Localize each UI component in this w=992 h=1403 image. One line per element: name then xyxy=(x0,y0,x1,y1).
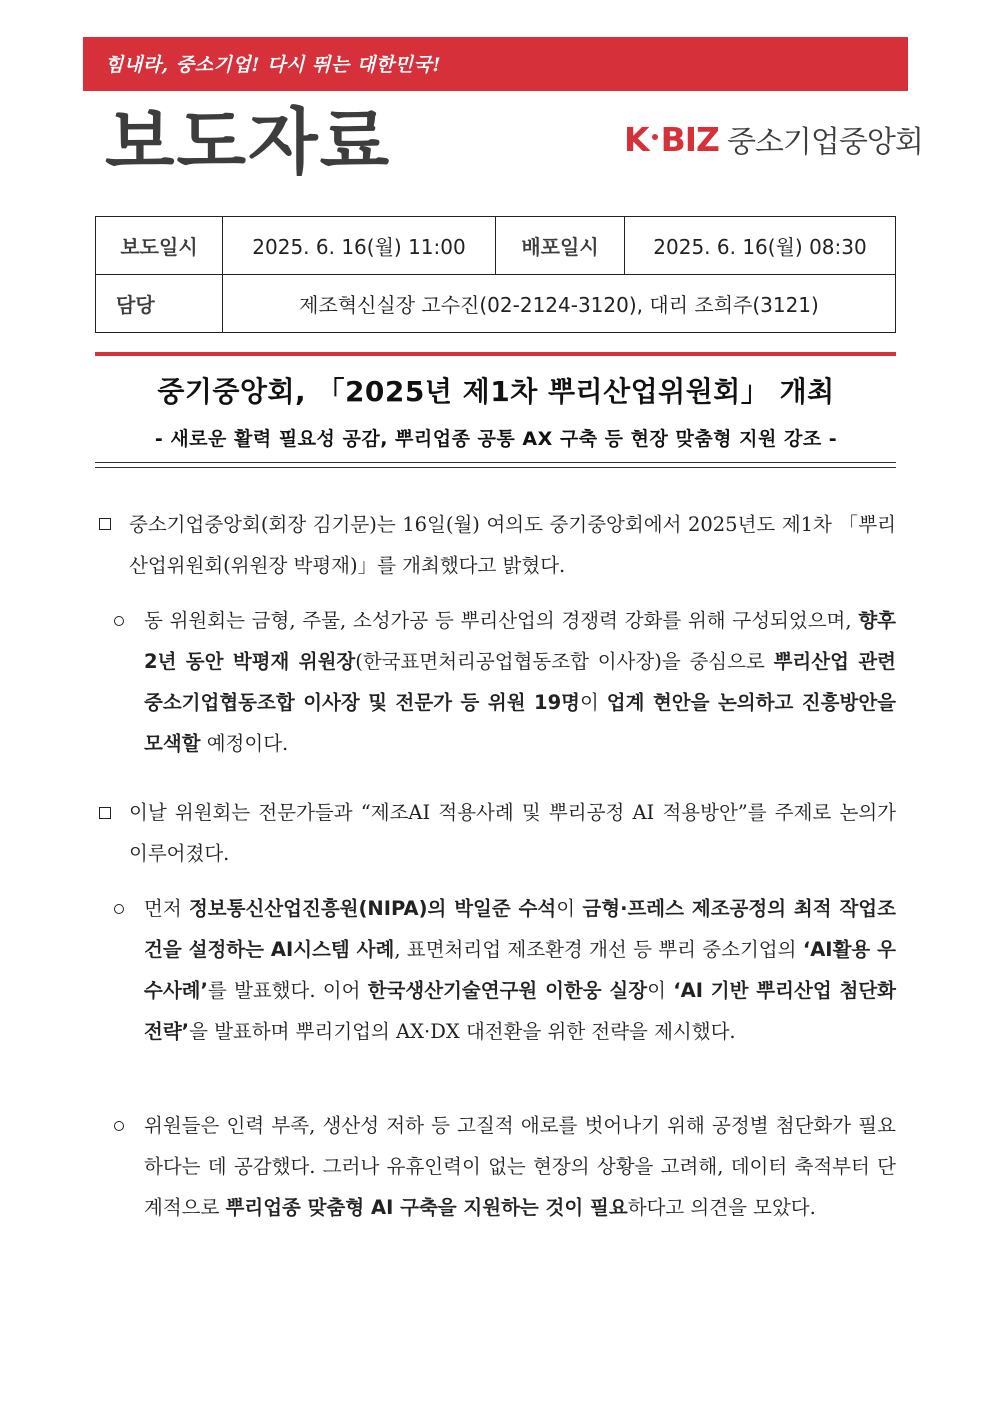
red-divider xyxy=(95,352,896,356)
text-span: (한국표면처리공업협동조합 이사장)을 중심으로 xyxy=(355,650,774,673)
logo-dot-icon xyxy=(652,134,658,140)
bold-span: 향후 2년 동안 박평재 위원장 xyxy=(144,609,896,673)
distribution-date-value: 2025. 6. 16(월) 08:30 xyxy=(625,217,896,275)
circle-bullet-icon xyxy=(114,616,124,626)
text-span: 이 xyxy=(580,691,607,714)
text-span: 이 xyxy=(647,979,674,1002)
bold-span: ‘AI 기반 뿌리산업 첨단화 전략’ xyxy=(144,979,896,1043)
text-span: 먼저 xyxy=(144,897,189,920)
slogan-text: 힘내라, 중소기업! 다시 뛰는 대한민국! xyxy=(105,54,442,76)
release-info-table xyxy=(95,216,896,333)
contact-label: 담당 xyxy=(116,293,155,317)
distribution-date-label: 배포일시 xyxy=(496,217,625,275)
contact-value: 제조혁신실장 고수진(02-2124-3120), 대리 조희주(3121) xyxy=(223,275,896,333)
square-bullet-icon xyxy=(99,518,111,530)
paragraph-1: 중소기업중앙회(회장 김기문)는 16일(월) 여의도 중기중앙회에서 2025년도 제1차 「뿌리산업위원회(위원장 박평재)」를 개최했다고 밝혔다. xyxy=(129,513,896,577)
subheadline: - 새로운 활력 필요성 공감, 뿌리업종 공통 AX 구축 등 현장 맞춤형 지원 강조 - xyxy=(154,428,838,450)
text-span: , 표면처리업 제조환경 개선 등 뿌리 중소기업의 xyxy=(394,938,803,961)
slogan-banner xyxy=(83,37,908,91)
text-span: 동 위원회는 금형, 주물, 소성가공 등 뿌리산업의 경쟁력 강화를 위해 구성되었으며, xyxy=(144,609,859,632)
contact-info-row xyxy=(96,275,896,333)
release-info-row xyxy=(96,217,896,275)
text-span: 를 발표했다. 이어 xyxy=(207,979,368,1002)
kbiz-logo xyxy=(624,119,923,159)
logo-k: K xyxy=(624,119,649,159)
contact-label-cell xyxy=(96,275,223,333)
text-span: 이 xyxy=(556,897,583,920)
press-release-title: 보도자료 xyxy=(105,100,392,184)
bold-span: 뿌리업종 맞춤형 AI 구축을 지원하는 것이 필요 xyxy=(225,1196,628,1219)
double-divider xyxy=(95,462,896,468)
release-date-value: 2025. 6. 16(월) 11:00 xyxy=(223,217,496,275)
text-span: 하다고 의견을 모았다. xyxy=(627,1196,816,1219)
text-span: 예정이다. xyxy=(200,732,289,755)
bold-span: 정보통신산업진흥원(NIPA)의 박일준 수석 xyxy=(188,897,557,920)
paragraph-2-sub-2 xyxy=(144,1105,896,1228)
text-span: 을 발표하며 뿌리기업의 AX·DX 대전환을 위한 전략을 제시했다. xyxy=(189,1020,736,1043)
bold-span: 한국생산기술연구원 이한웅 실장 xyxy=(367,979,648,1002)
square-bullet-icon xyxy=(99,807,111,819)
bold-span: 업계 현안을 논의하고 진흥방안을 모색할 xyxy=(144,691,896,755)
bold-span: ‘AI활용 우수사례’ xyxy=(144,938,897,1002)
bold-span: 금형·프레스 제조공정의 최적 작업조건을 설정하는 AI시스템 사례 xyxy=(144,897,896,961)
headline: 중기중앙회, 「2025년 제1차 뿌리산업위원회」 개최 xyxy=(157,375,835,408)
paragraph-2: 이날 위원회는 전문가들과 “제조AI 적용사례 및 뿌리공정 AI 적용방안”를 주제로 논의가 이루어졌다. xyxy=(129,801,896,865)
text-span: 위원들은 인력 부족, 생산성 저하 등 고질적 애로를 벗어나기 위해 공정별 첨단화가 필요하다는 데 공감했다. 그러나 유휴인력이 없는 현장의 상황을 고려해, 데이터 축적부터 단계적으로 xyxy=(144,1114,896,1219)
paragraph-2-sub-1 xyxy=(144,888,896,1052)
logo-org-name: 중소기업중앙회 xyxy=(726,125,923,160)
paragraph-1-sub xyxy=(144,600,896,764)
circle-bullet-icon xyxy=(114,1121,124,1131)
circle-bullet-icon xyxy=(114,904,124,914)
logo-biz: BIZ xyxy=(660,119,719,159)
release-date-label: 보도일시 xyxy=(96,217,223,275)
bold-span: 뿌리산업 관련 중소기업협동조합 이사장 및 전문가 등 위원 19명 xyxy=(144,650,896,714)
